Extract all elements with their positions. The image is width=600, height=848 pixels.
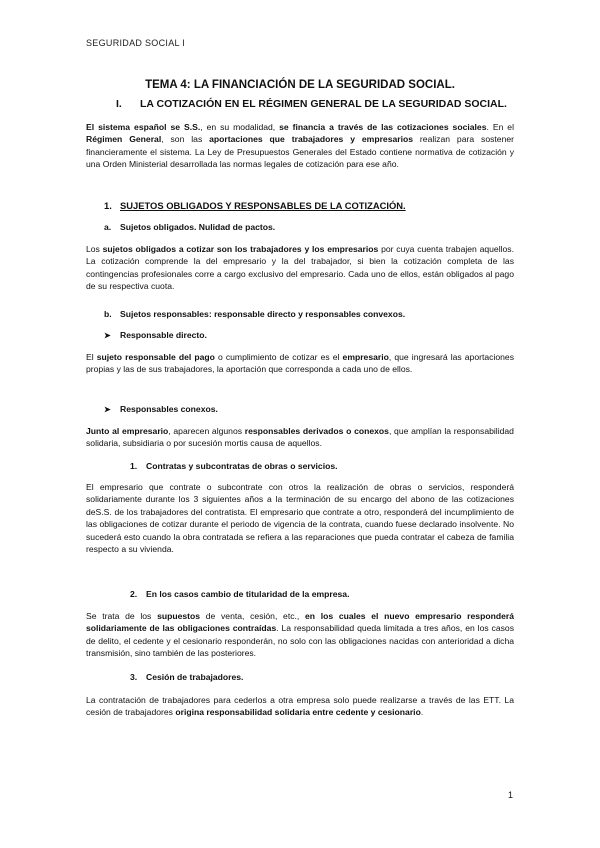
paragraph-cambio-titularidad: [86, 610, 514, 660]
subsection-number: 1.: [104, 200, 112, 211]
arrow-bullet-icon: ➤: [104, 405, 111, 414]
text-run: realizan para sostener financieramente el sistema. La Ley de Presupuestos Generales del Estado contiene normativa de cotización y una Orden Ministerial desarrollada las normas legales de cotización para ese año.: [86, 134, 515, 170]
numbered-heading-1: [130, 461, 338, 471]
subheading-text: Sujetos responsables: responsable directo y responsables convexos.: [120, 309, 406, 319]
text-run: o cumplimiento de cotizar es el: [214, 352, 343, 362]
bold-text: sujeto responsable del pago: [96, 352, 215, 362]
bold-text: origina responsabilidad solidaria entre cedente y cesionario: [175, 707, 421, 718]
section-title: LA COTIZACIÓN EN EL RÉGIMEN GENERAL DE LA SEGURIDAD SOCIAL.: [140, 98, 507, 110]
text-run: Los: [86, 244, 103, 254]
bold-text: supuestos: [157, 611, 201, 621]
text-run: , aparecen algunos: [168, 426, 245, 436]
subheading-label: a.: [104, 222, 112, 232]
numbered-heading-2: [130, 589, 349, 599]
text-run: . La responsabilidad queda limitada a tres años, en los casos de delito, el cedente y el cesionario responderán, no solo con las obligaciones nacidas con anterioridad a dicha transmisión, sino también de las posteriores.: [86, 623, 514, 659]
text-run: , son las: [161, 134, 210, 145]
bold-text: responsables derivados o conexos: [244, 426, 389, 436]
subheading-text: Sujetos obligados. Nulidad de pactos.: [120, 222, 276, 232]
bold-text: en los cuales el nuevo empresario responderá solidariamente de las obligaciones contraídas: [86, 611, 514, 634]
text-run: Se trata de los: [86, 611, 158, 621]
bold-text: Junto al empresario: [86, 426, 169, 436]
text-run: , que ingresará las aportaciones propias y las de sus trabajadores, la aportación que corresponda a cada uno de ellos.: [86, 352, 514, 375]
text-run: por cuya cuenta trabajen aquellos. La cotización comprende la del empresario y la del trabajador, si bien la cotización completa de las contingencias profesionales corre a cargo exclusivo del empresario. Cada uno de ellos, están obligados al pago de su respectiva cuota.: [86, 244, 514, 292]
bullet-responsables-conexos: [104, 404, 218, 414]
bullet-text: Responsable directo.: [120, 330, 207, 340]
subsection-heading: [104, 200, 406, 211]
numbered-label: 1.: [130, 461, 138, 471]
paragraph-cesion-trabajadores: [86, 694, 514, 719]
arrow-bullet-icon: ➤: [104, 331, 111, 340]
text-run: , en su modalidad,: [200, 122, 280, 132]
bullet-text: Responsables conexos.: [120, 404, 218, 414]
text-run: El empresario que contrate o subcontrate con otros la realización de obras o servicios, responderá solidariamente durante los 3 siguientes años a la terminación de su encargo del abono de las cotizaciones deS.S. de los trabajadores del contratista. El empresario que contrate a otro, responderá del incumplimiento de las obligaciones de cotizar durante el periodo de vigencia de la contrata, cuando fuese declarado insolvente. No sucederá esto cuando la obra contratada se refiera a las reparaciones que pueda contratar el cabeza de familia respecto a su vivienda.: [86, 482, 514, 555]
paragraph-responsable-directo: [86, 351, 514, 376]
running-header: SEGURIDAD SOCIAL I: [86, 38, 186, 48]
page-number: 1: [508, 790, 514, 800]
bold-text: sujetos obligados a cotizar son los trabajadores y los empresarios: [102, 244, 379, 254]
text-run: La contratación de trabajadores para cederlos a otra empresa solo puede realizarse a través de las ETT. La cesión de trabajadores: [86, 695, 514, 718]
numbered-text: Contratas y subcontratas de obras o servicios.: [146, 461, 338, 471]
text-run: . En el: [486, 122, 514, 132]
paragraph-intro: [86, 121, 514, 171]
text-run: El: [86, 352, 97, 362]
bold-text: Régimen General: [86, 134, 162, 145]
bold-text: aportaciones que trabajadores y empresarios: [209, 134, 414, 145]
subheading-a: [104, 222, 275, 232]
text-run: , que amplían la responsabilidad solidaria, subsidiaria o por sucesión mortis causa de aquellos.: [86, 426, 514, 449]
subheading-label: b.: [104, 309, 112, 319]
bold-text: El sistema español se S.S.: [86, 122, 201, 132]
numbered-text: Cesión de trabajadores.: [146, 672, 244, 682]
text-run: de venta, cesión, etc.,: [200, 611, 305, 621]
paragraph-responsables-conexos: [86, 425, 514, 450]
bold-text: empresario: [342, 352, 389, 362]
numbered-text: En los casos cambio de titularidad de la empresa.: [146, 589, 350, 599]
subsection-title: SUJETOS OBLIGADOS Y RESPONSABLES DE LA COTIZACIÓN.: [120, 200, 406, 211]
text-run: .: [420, 707, 424, 718]
document-title: TEMA 4: LA FINANCIACIÓN DE LA SEGURIDAD SOCIAL.: [145, 79, 455, 91]
subheading-b: [104, 309, 405, 319]
bullet-responsable-directo: [104, 330, 207, 340]
bold-text: se financia a través de las cotizaciones sociales: [279, 122, 487, 132]
numbered-heading-3: [130, 672, 243, 682]
numbered-label: 3.: [130, 672, 138, 682]
paragraph-sujetos-obligados: [86, 243, 514, 293]
numbered-label: 2.: [130, 589, 138, 599]
section-number: I.: [116, 98, 122, 110]
paragraph-contratas: [86, 481, 514, 555]
